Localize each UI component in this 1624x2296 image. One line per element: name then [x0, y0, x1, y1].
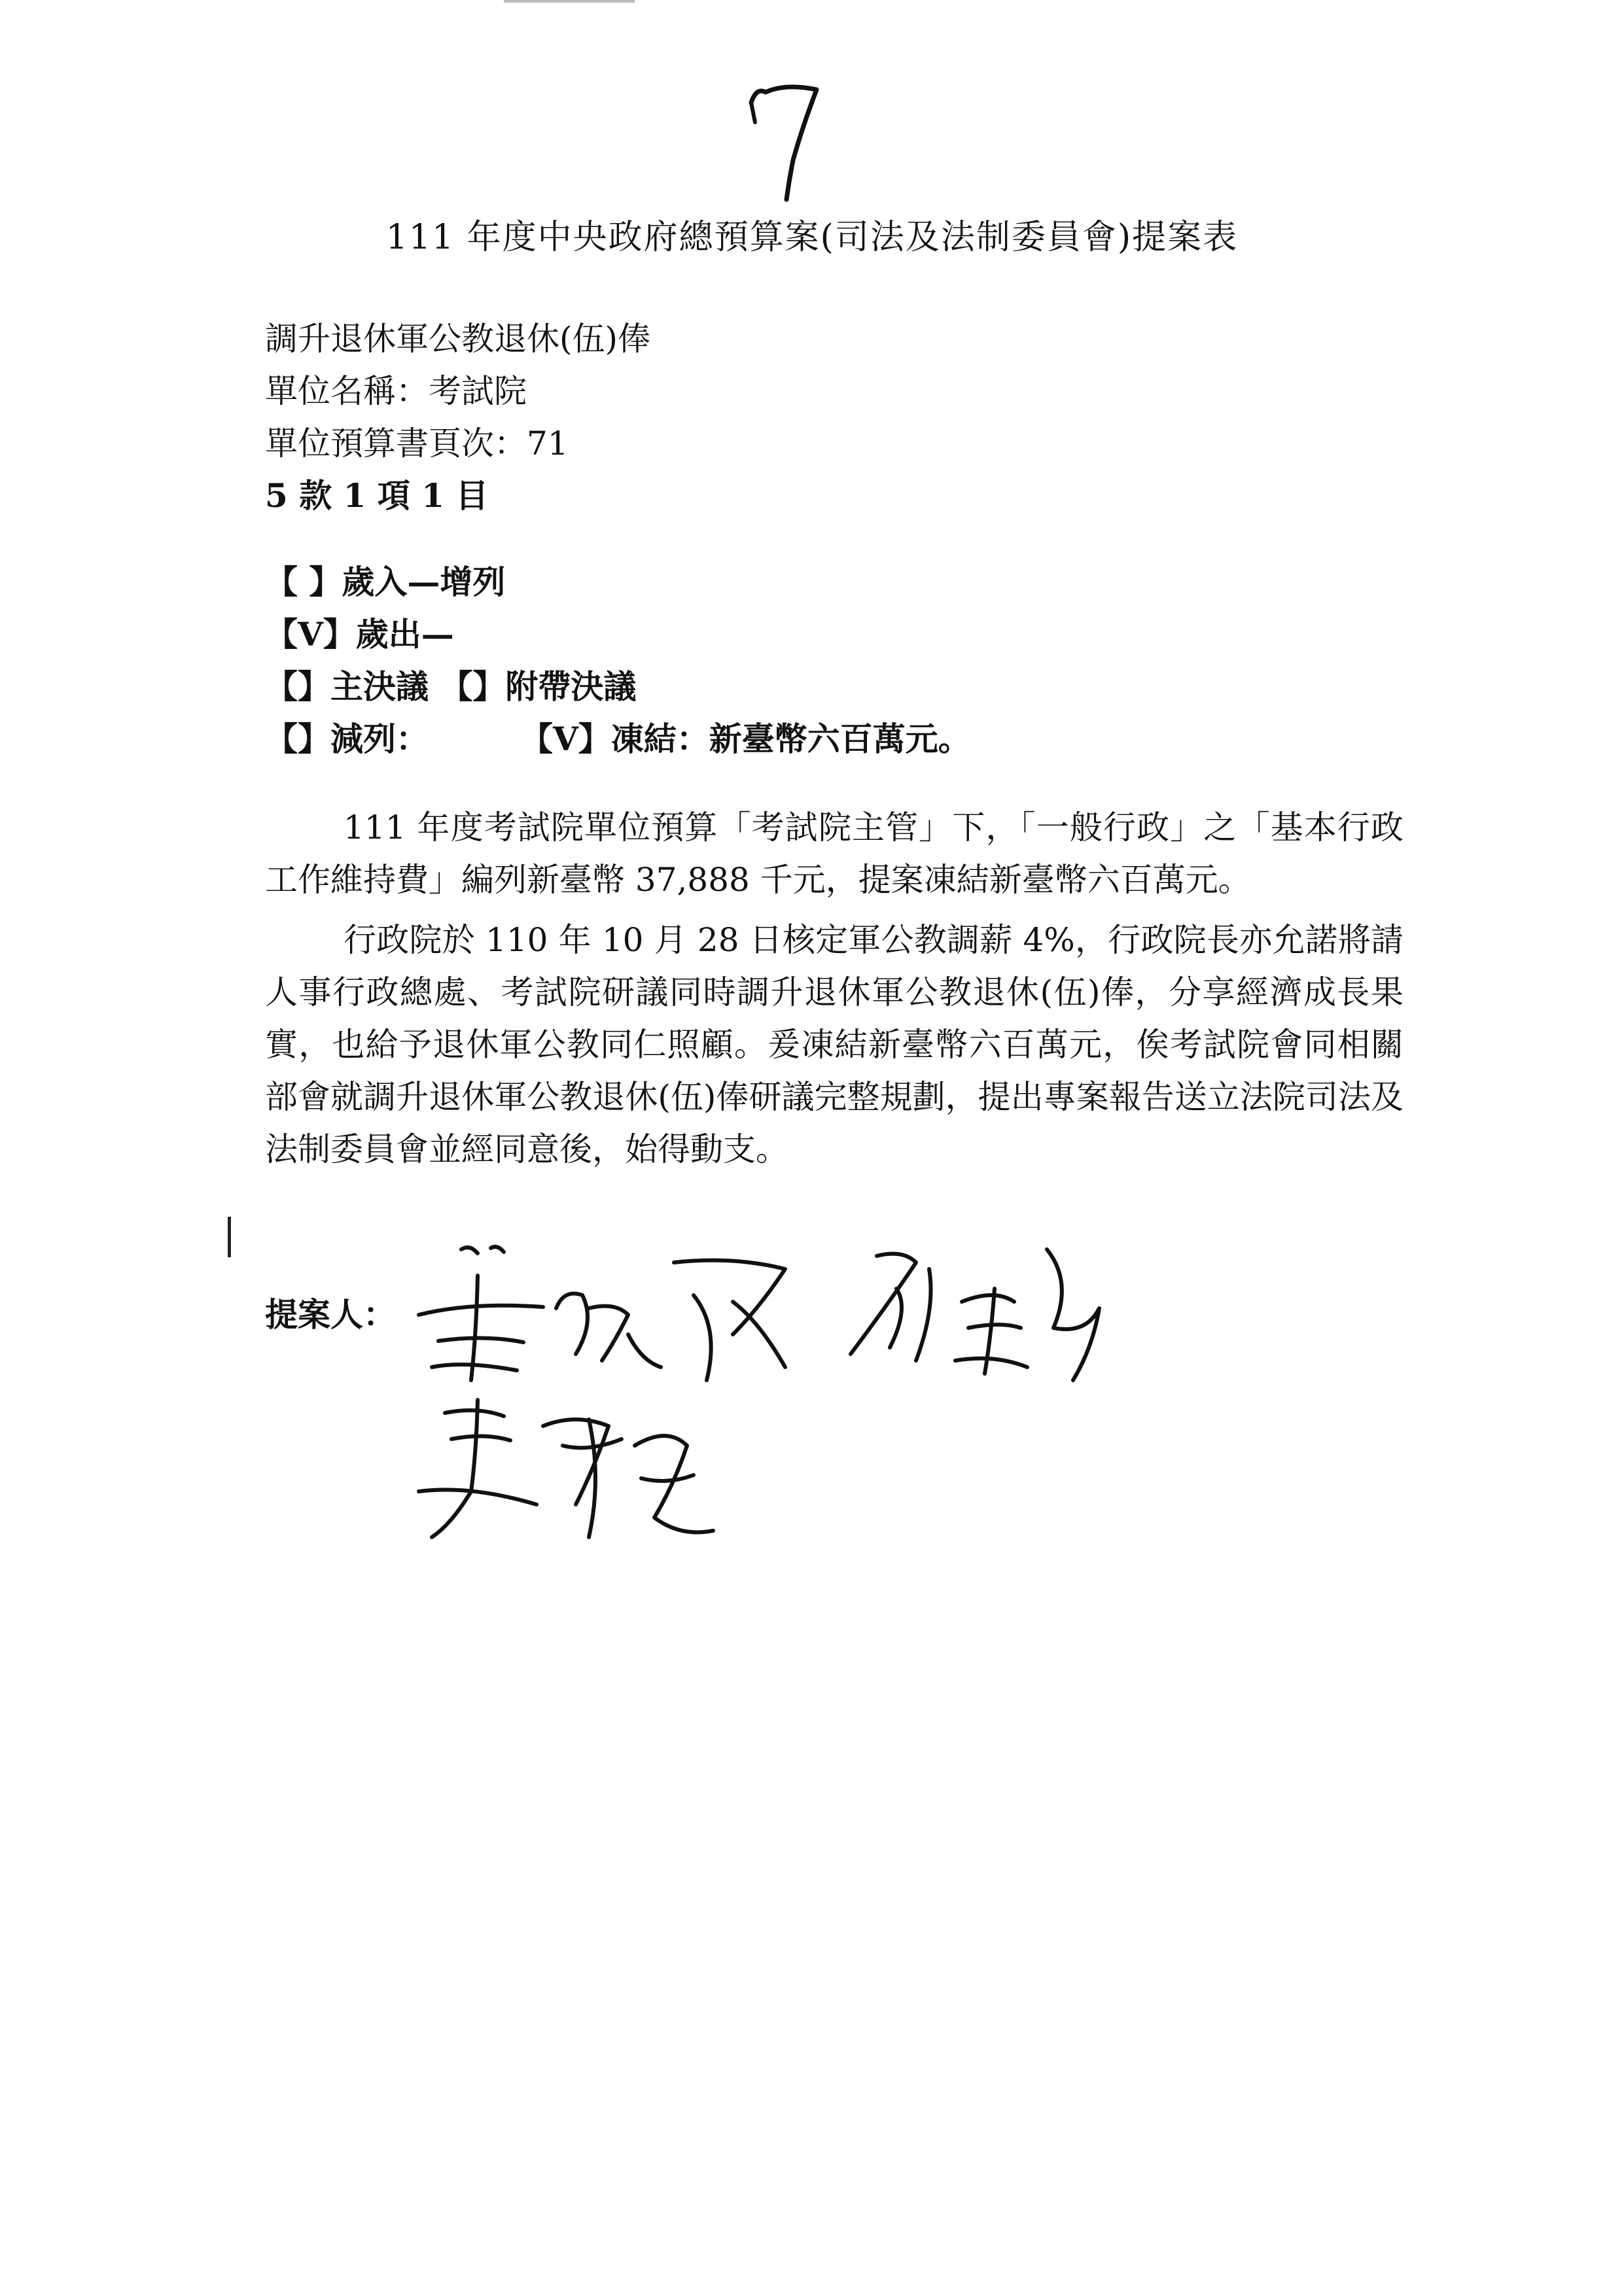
proposal-options [265, 556, 971, 765]
budget-section: 5 款 1 項 1 目 [265, 476, 489, 515]
option-main-resolution: 【】主決議 [265, 667, 429, 706]
proposer-label: 提案人： [265, 1295, 396, 1334]
proposal-body [265, 801, 1403, 1183]
option-expenditure: 【V】歲出— [265, 615, 454, 653]
option-resolutions [265, 661, 971, 713]
option-revenue-increase: 【 】歲入—增列 [265, 563, 506, 601]
proposal-meta [265, 313, 650, 522]
option-reduce-freeze [265, 713, 971, 765]
option-supplementary-resolution: 【】附帶決議 [440, 667, 637, 706]
proposal-subject: 調升退休軍公教退休(伍)俸 [265, 320, 651, 358]
handwritten-page-number [739, 75, 831, 206]
option-freeze: 【V】凍結：新臺幣六百萬元。 [520, 720, 971, 758]
option-reduce: 【】減列： [265, 720, 429, 758]
budget-page: 單位預算書頁次：71 [265, 425, 569, 462]
body-paragraph-1: 111 年度考試院單位預算「考試院主管」下，「一般行政」之「基本行政工作維持費」編列新臺幣 37,888 千元，提案凍結新臺幣六百萬元。 [265, 809, 1403, 899]
margin-mark [228, 1217, 231, 1257]
unit-name: 單位名稱：考試院 [265, 372, 527, 410]
document-title: 111 年度中央政府總預算案(司法及法制委員會)提案表 [385, 218, 1239, 257]
body-paragraph-2: 行政院於 110 年 10 月 28 日核定軍公教調薪 4%，行政院長亦允諾將請人事行政總處、考試院研議同時調升退休軍公教退休(伍)俸，分享經濟成長果實，也給予退休軍公教同仁照顧。爰凍結新臺幣六百萬元，俟考試院會同相關部會就調升退休軍公教退休(伍)俸研議完整規劃，提出專案報告送立法院司法及法制委員會並經同意後，始得動支。 [265, 921, 1403, 1168]
scan-edge-mark [504, 0, 635, 3]
handwritten-signatures [393, 1230, 1112, 1583]
